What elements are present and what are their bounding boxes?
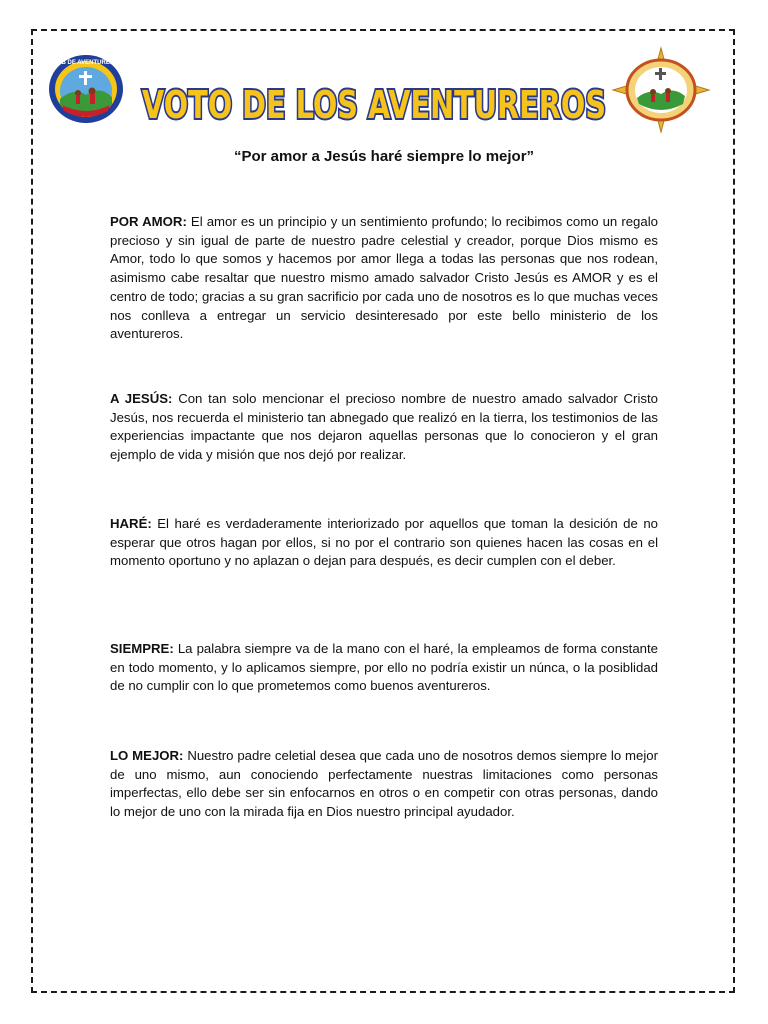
page-title-text: VOTO DE LOS AVENTUREROS <box>142 83 606 127</box>
section-label: HARÉ: <box>110 516 152 531</box>
section-a-jesus <box>110 390 658 465</box>
section-label: SIEMPRE: <box>110 641 174 656</box>
section-text: El haré es verdaderamente interiorizado por aquellos que toman la desición de no esperar que otros hagan por ellos, si no por el contrario son quienes hacen las cosas en el momento oportuno y no aplazan o dejan para después, es decir cumplen con el deber. <box>110 516 658 569</box>
section-por-amor <box>110 213 658 344</box>
section-label: LO MEJOR: <box>110 748 184 763</box>
page-border <box>31 29 735 993</box>
section-text: Nuestro padre celetial desea que cada uno de nosotros demos siempre lo mejor de uno mismo, aun conociendo perfectamente nuestras limitaciones como personas imperfectas, ello debe ser sin enfocarnos en otros o en competir con otras personas, dando lo mejor de uno con la mirada fija en Dios nuestro principal ayudador. <box>110 748 658 820</box>
section-text: La palabra siempre va de la mano con el haré, la empleamos de forma constante en todo momento, y lo aplicamos siempre, por ello no podría existir un núnca, o la posiblidad de no cumplir con lo que prometemos como buenos aventureros. <box>110 641 658 694</box>
section-text: Con tan solo mencionar el precioso nombre de nuestro amado salvador Cristo Jesús, nos recuerda el ministerio tan abnegado que realizó en la tierra, los testimonios de las experiencias impactante que nos dejaron aquellas personas que lo conocieron y el gran ejemplo de vida y misión que nos dejó por realizar. <box>110 391 658 463</box>
section-label: A JESÚS: <box>110 391 173 406</box>
section-lo-mejor <box>110 747 658 822</box>
section-text: El amor es un principio y un sentimiento profundo; lo recibimos como un regalo precioso y sin igual de parte de nuestro padre celestial y creador, porque Dios mismo es Amor, todo lo que somos y hacemos por amor llega a todas las personas que nos rodean, asimismo cabe resaltar que nuestro mismo amado salvador Cristo Jesús es AMOR y es el centro de todo; gracias a su gran sacrificio por cada uno de nosotros es lo que muchas veces nos conlleva a entregar un servicio desinteresado por este bello ministerio de los aventureros. <box>110 214 658 342</box>
logo-left-text: CLUB DE AVENTUREROS <box>49 60 123 66</box>
club-aventureros-logo-icon <box>48 53 124 125</box>
compass-emblem-icon <box>613 48 709 132</box>
page-title <box>138 78 610 134</box>
section-hare <box>110 515 658 571</box>
motto: “Por amor a Jesús haré siempre lo mejor” <box>233 148 535 165</box>
section-label: POR AMOR: <box>110 214 187 229</box>
section-siempre <box>110 640 658 696</box>
